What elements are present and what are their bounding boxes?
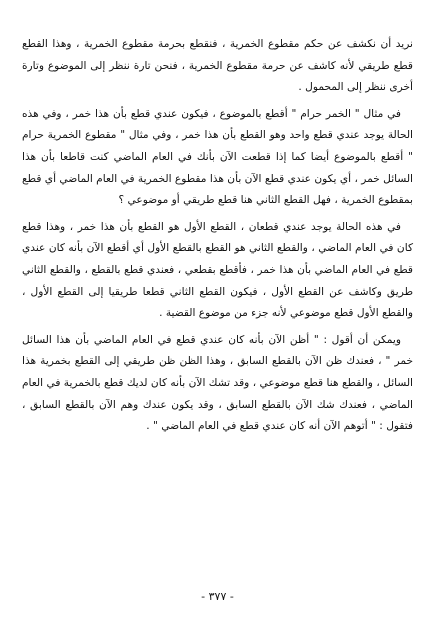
paragraph-2: في مثال " الخمر حرام " أقطع بالموضوع ، فيكون عندي قطع بأن هذا خمر ، وفي هذه الحالة يوجد عندي قطع واحد وهو القطع بأن هذا خمر ، وفي مثال " مقطوع الخمرية حرام " أقطع بالموضوع أيضا كما إذا قطعت الآن بأنك في العام الماضي كنت قاطعا بأن هذا السائل خمر ، أي يكون عندي قطع الآن بأن هذا مقطوع الخمرية في العام الماضي أي قطع بمقطوع الخمرية ، فهل القطع الثاني هنا قطع طريقي أو موضوعي ؟ bbox=[22, 107, 413, 207]
page-number: - ٣٧٧ - bbox=[201, 590, 234, 603]
body-text bbox=[22, 34, 413, 443]
paragraph-1: نريد أن نكشف عن حكم مقطوع الخمرية ، فنقطع بحرمة مقطوع الخمرية ، وهذا القطع قطع طريقي لأنه كاشف عن حرمة مقطوع الخمرية ، فنحن تارة ننظر إلى الموضوع وتارة أخرى ننظر إلى المحمول . bbox=[22, 38, 413, 94]
paragraph-4: ويمكن أن أقول : " أظن الآن بأنه كان عندي قطع في العام الماضي بأن هذا السائل خمر " ، فعندك ظن الآن بالقطع السابق ، وهذا الظن ظن طريقي إلى القطع بخمرية هذا السائل ، والقطع هنا قطع موضوعي ، وقد تشك الآن بأنه كان لديك قطع بالخمرية في العام الماضي ، فعندك شك الآن بالقطع السابق ، وقد يكون عندك وهم الآن بالقطع السابق ، فتقول : " أتوهم الآن أنه كان عندي قطع في العام الماضي " . bbox=[22, 333, 413, 433]
paragraph-3: في هذه الحالة يوجد عندي قطعان ، القطع الأول هو القطع بأن هذا خمر ، وهذا قطع كان في العام الماضي ، والقطع الثاني هو القطع بالقطع الأول أي أقطع الآن بأنه كان عندي قطع في العام الماضي بأن هذا خمر ، فأقطع بقطعي ، فعندي قطع بالقطع ، والقطع الثاني طريق وكاشف عن القطع الأول ، فيكون القطع الثاني قطعا طريقيا إلى القطع الأول ، والقطع الأول قطع موضوعي لأنه جزء من موضوع القضية . bbox=[22, 220, 413, 320]
